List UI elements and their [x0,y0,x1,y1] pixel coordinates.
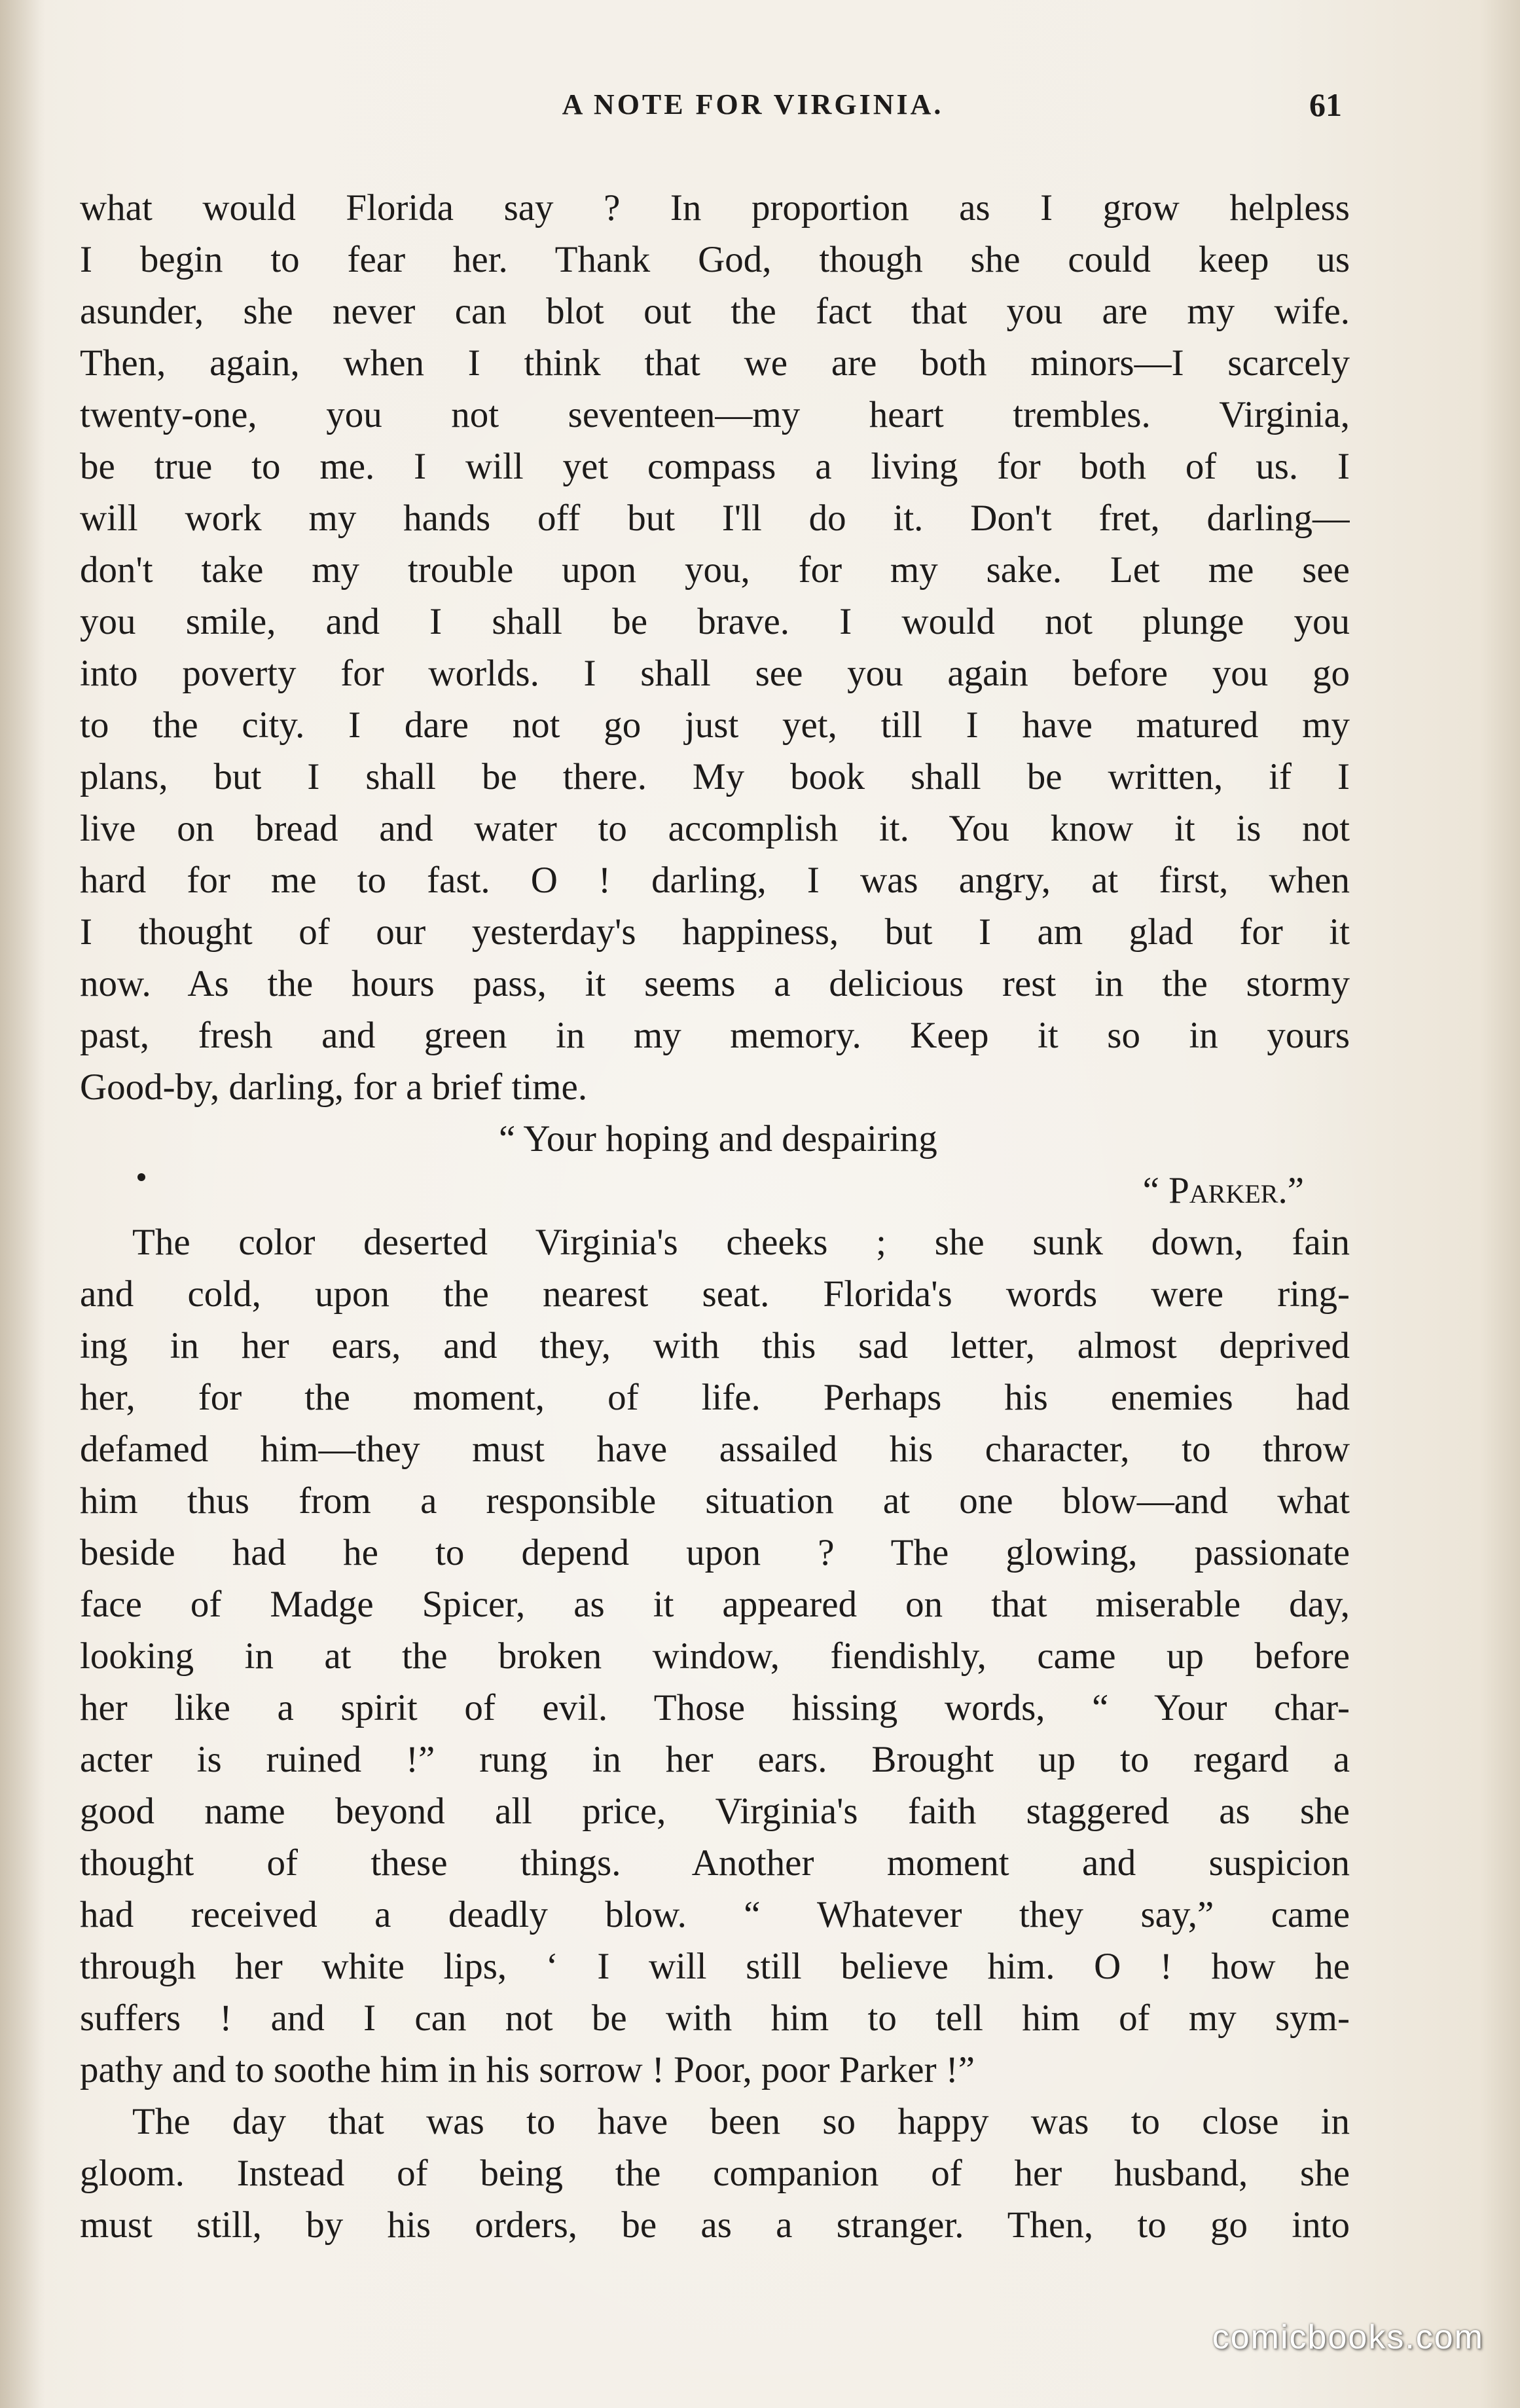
text-line: what would Florida say ? In proportion as I grow helpless [80,187,1350,228]
text-line: The color deserted Virginia's cheeks ; she sunk down, fain [132,1222,1350,1263]
text-line: Good-by, darling, for a brief time. [80,1067,588,1108]
text-line: face of Madge Spicer, as it appeared on that miserable day, [80,1584,1350,1625]
text-line: twenty-one, you not seventeen—my heart trembles. Virginia, [80,394,1350,435]
running-head [85,79,1342,131]
text-line: had received a deadly blow. “ Whatever they say,” came [80,1894,1350,1935]
page-number: 61 [1309,86,1342,123]
text-line: past, fresh and green in my memory. Keep it so in yours [80,1015,1350,1056]
text-line: hard for me to fast. O ! darling, I was angry, at first, when [80,860,1350,901]
text-line: into poverty for worlds. I shall see you again before you go [80,653,1350,694]
text-line: good name beyond all price, Virginia's faith staggered as she [80,1791,1350,1832]
letter-signature: “ Parker.” [1142,1170,1304,1211]
text-line: ing in her ears, and they, with this sad letter, almost deprived [80,1325,1350,1366]
text-line: Then, again, when I think that we are both minors—I scarcely [80,342,1350,384]
text-line: her like a spirit of evil. Those hissing words, “ Your char- [80,1687,1350,1728]
text-line: looking in at the broken window, fiendishly, came up before [80,1635,1350,1677]
text-line: and cold, upon the nearest seat. Florida's words were ring- [80,1273,1350,1315]
running-title: A NOTE FOR VIRGINIA. [562,88,944,120]
text-line: pathy and to soothe him in his sorrow ! Poor, poor Parker !” [80,2049,975,2090]
text-line: defamed him—they must have assailed his character, to throw [80,1429,1350,1470]
printer-mark-dot [137,1173,145,1181]
letter-signoff: “ Your hoping and despairing [499,1118,937,1159]
text-line: beside had he to depend upon ? The glowing, passionate [80,1532,1350,1573]
text-line: must still, by his orders, be as a stranger. Then, to go into [80,2204,1350,2246]
text-line: thought of these things. Another moment and suspicion [80,1842,1350,1884]
text-line: acter is ruined !” rung in her ears. Brought up to regard a [80,1739,1350,1780]
text-line: through her white lips, ‘ I will still believe him. O ! how he [80,1946,1350,1987]
text-line: plans, but I shall be there. My book shall be written, if I [80,756,1350,797]
site-watermark: comicbooks.com [1212,2318,1484,2356]
text-line: him thus from a responsible situation at one blow—and what [80,1480,1350,1522]
text-line: asunder, she never can blot out the fact that you are my wife. [80,291,1350,332]
text-line: her, for the moment, of life. Perhaps his enemies had [80,1377,1350,1418]
text-block [80,182,1350,2251]
page-gutter-shadow [0,0,46,2408]
text-line: will work my hands off but I'll do it. Don't fret, darling— [80,498,1350,539]
text-line: now. As the hours pass, it seems a delicious rest in the stormy [80,963,1350,1004]
text-line: suffers ! and I can not be with him to tell him of my sym- [80,1998,1350,2039]
text-line: to the city. I dare not go just yet, till I have matured my [80,704,1350,746]
text-line: I thought of our yesterday's happiness, but I am glad for it [80,911,1350,953]
text-line: gloom. Instead of being the companion of her husband, she [80,2153,1350,2194]
text-line: be true to me. I will yet compass a living for both of us. I [80,446,1350,487]
text-line: you smile, and I shall be brave. I would not plunge you [80,601,1350,642]
text-line: The day that was to have been so happy was to close in [132,2101,1350,2142]
text-line: don't take my trouble upon you, for my sake. Let me see [80,549,1350,591]
text-line: I begin to fear her. Thank God, though she could keep us [80,239,1350,280]
text-line: live on bread and water to accomplish it. You know it is not [80,808,1350,849]
